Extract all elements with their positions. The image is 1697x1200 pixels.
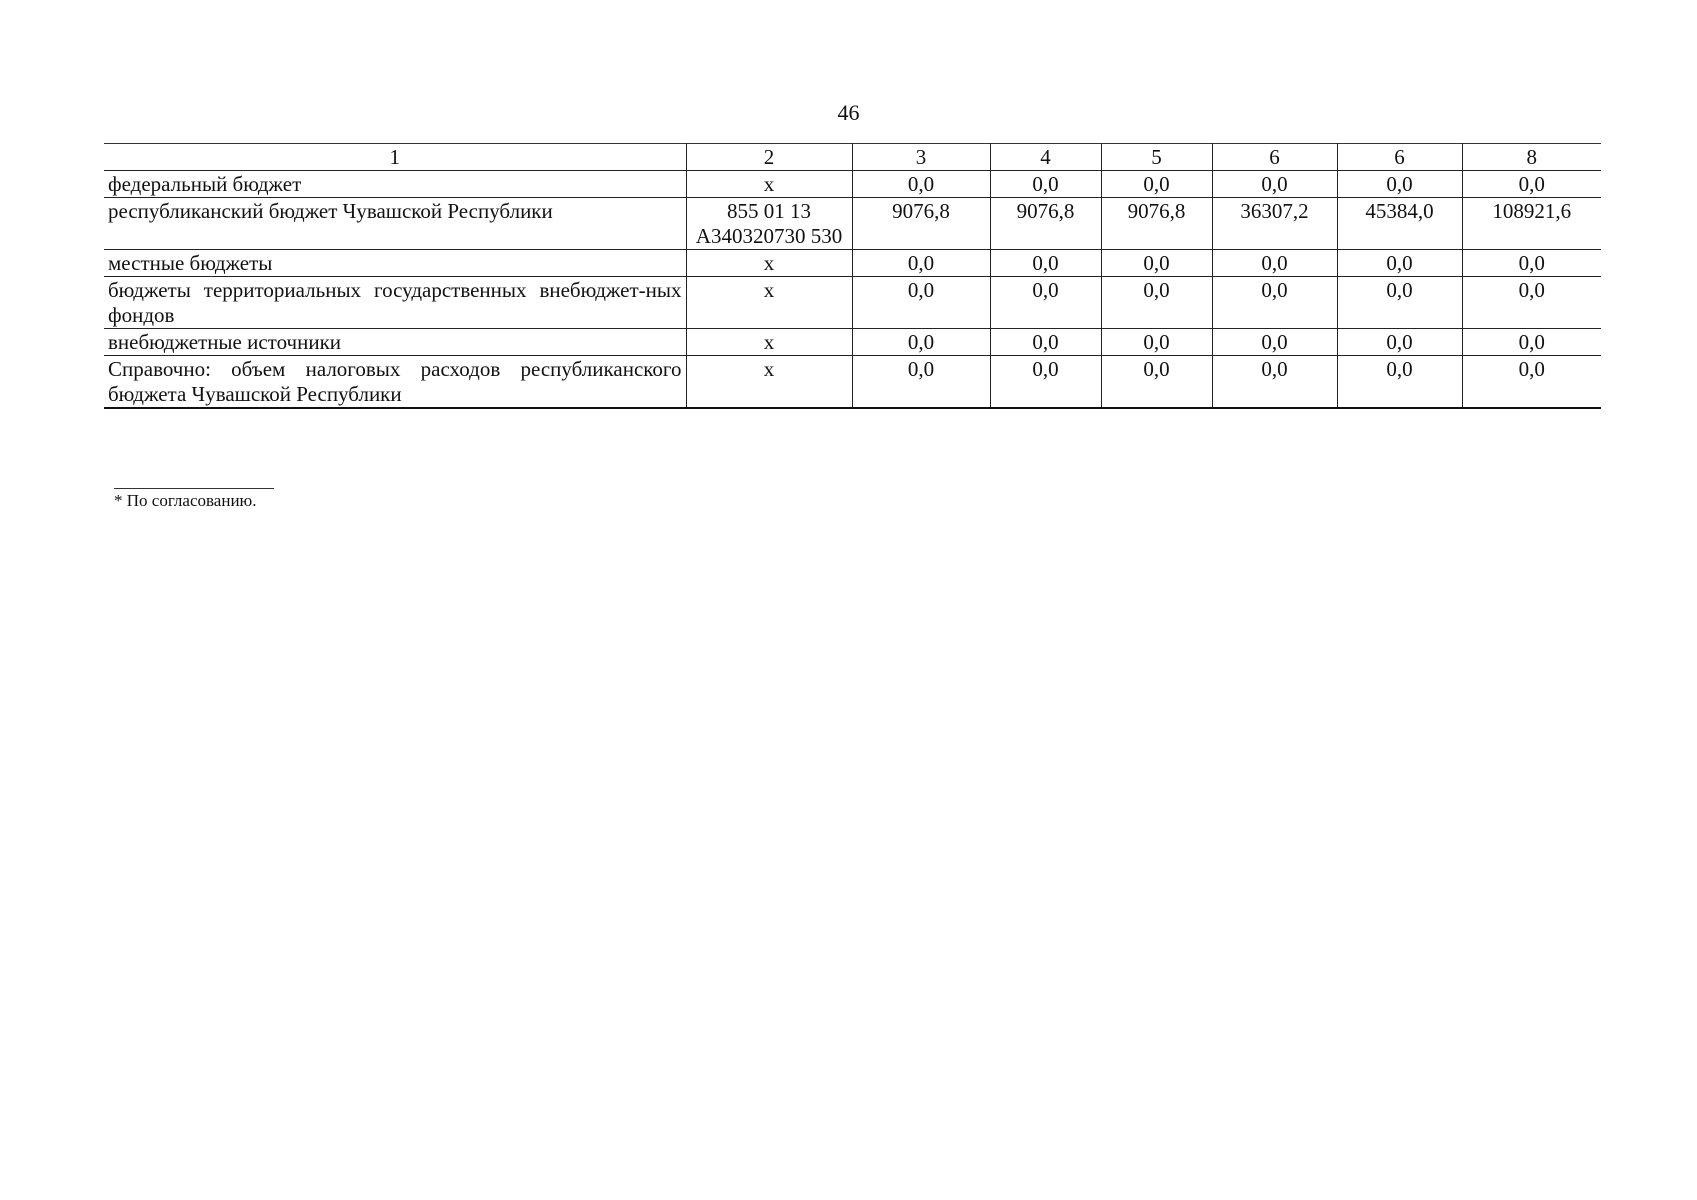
column-header: 4 [990,144,1101,171]
column-header: 2 [686,144,852,171]
row-code: х [686,277,852,329]
row-value: 0,0 [1101,356,1212,409]
footnote: * По согласованию. [114,491,257,510]
row-value: 0,0 [1101,250,1212,277]
row-value: 0,0 [852,329,990,356]
row-code: х [686,356,852,409]
row-value: 45384,0 [1337,198,1462,250]
column-header: 3 [852,144,990,171]
table-row [104,198,1601,250]
row-value: 0,0 [1337,356,1462,409]
row-value: 0,0 [852,250,990,277]
row-value: 0,0 [1462,356,1601,409]
row-code: х [686,171,852,198]
row-value: 0,0 [1337,171,1462,198]
column-header: 5 [1101,144,1212,171]
row-value: 0,0 [1462,329,1601,356]
row-value: 0,0 [1462,171,1601,198]
header-row [104,144,1601,171]
row-value: 0,0 [990,329,1101,356]
row-value: 0,0 [1101,329,1212,356]
row-value: 9076,8 [1101,198,1212,250]
row-name: Справочно: объем налоговых расходов республиканского бюджета Чувашской Республики [104,356,686,409]
footnote-divider [114,488,274,489]
table-row [104,250,1601,277]
row-value: 0,0 [852,171,990,198]
row-value: 9076,8 [990,198,1101,250]
row-value: 108921,6 [1462,198,1601,250]
row-value: 0,0 [1337,250,1462,277]
row-value: 0,0 [1212,329,1337,356]
row-value: 0,0 [1212,250,1337,277]
row-name: бюджеты территориальных государственных внебюджет-ных фондов [104,277,686,329]
row-value: 0,0 [1212,171,1337,198]
row-name: федеральный бюджет [104,171,686,198]
row-code: х [686,329,852,356]
row-code: х [686,250,852,277]
row-value: 0,0 [1101,277,1212,329]
row-value: 0,0 [1462,250,1601,277]
row-value: 0,0 [1337,329,1462,356]
row-code: 855 01 13 А340320730 530 [686,198,852,250]
column-header: 1 [104,144,686,171]
table-row [104,356,1601,409]
row-value: 36307,2 [1212,198,1337,250]
row-value: 0,0 [1101,171,1212,198]
row-name: республиканский бюджет Чувашской Республики [104,198,686,250]
row-value: 0,0 [1212,277,1337,329]
row-value: 0,0 [990,277,1101,329]
column-header: 6 [1212,144,1337,171]
table-row [104,171,1601,198]
row-name: местные бюджеты [104,250,686,277]
row-name: внебюджетные источники [104,329,686,356]
row-value: 0,0 [1462,277,1601,329]
row-value: 0,0 [990,356,1101,409]
page-number: 46 [837,100,860,125]
row-value: 0,0 [990,250,1101,277]
row-value: 0,0 [852,356,990,409]
row-value: 0,0 [1212,356,1337,409]
column-header: 6 [1337,144,1462,171]
budget-table [104,143,1601,409]
row-value: 0,0 [852,277,990,329]
row-value: 0,0 [1337,277,1462,329]
row-value: 9076,8 [852,198,990,250]
table-row [104,277,1601,329]
row-value: 0,0 [990,171,1101,198]
column-header: 8 [1462,144,1601,171]
table-row [104,329,1601,356]
